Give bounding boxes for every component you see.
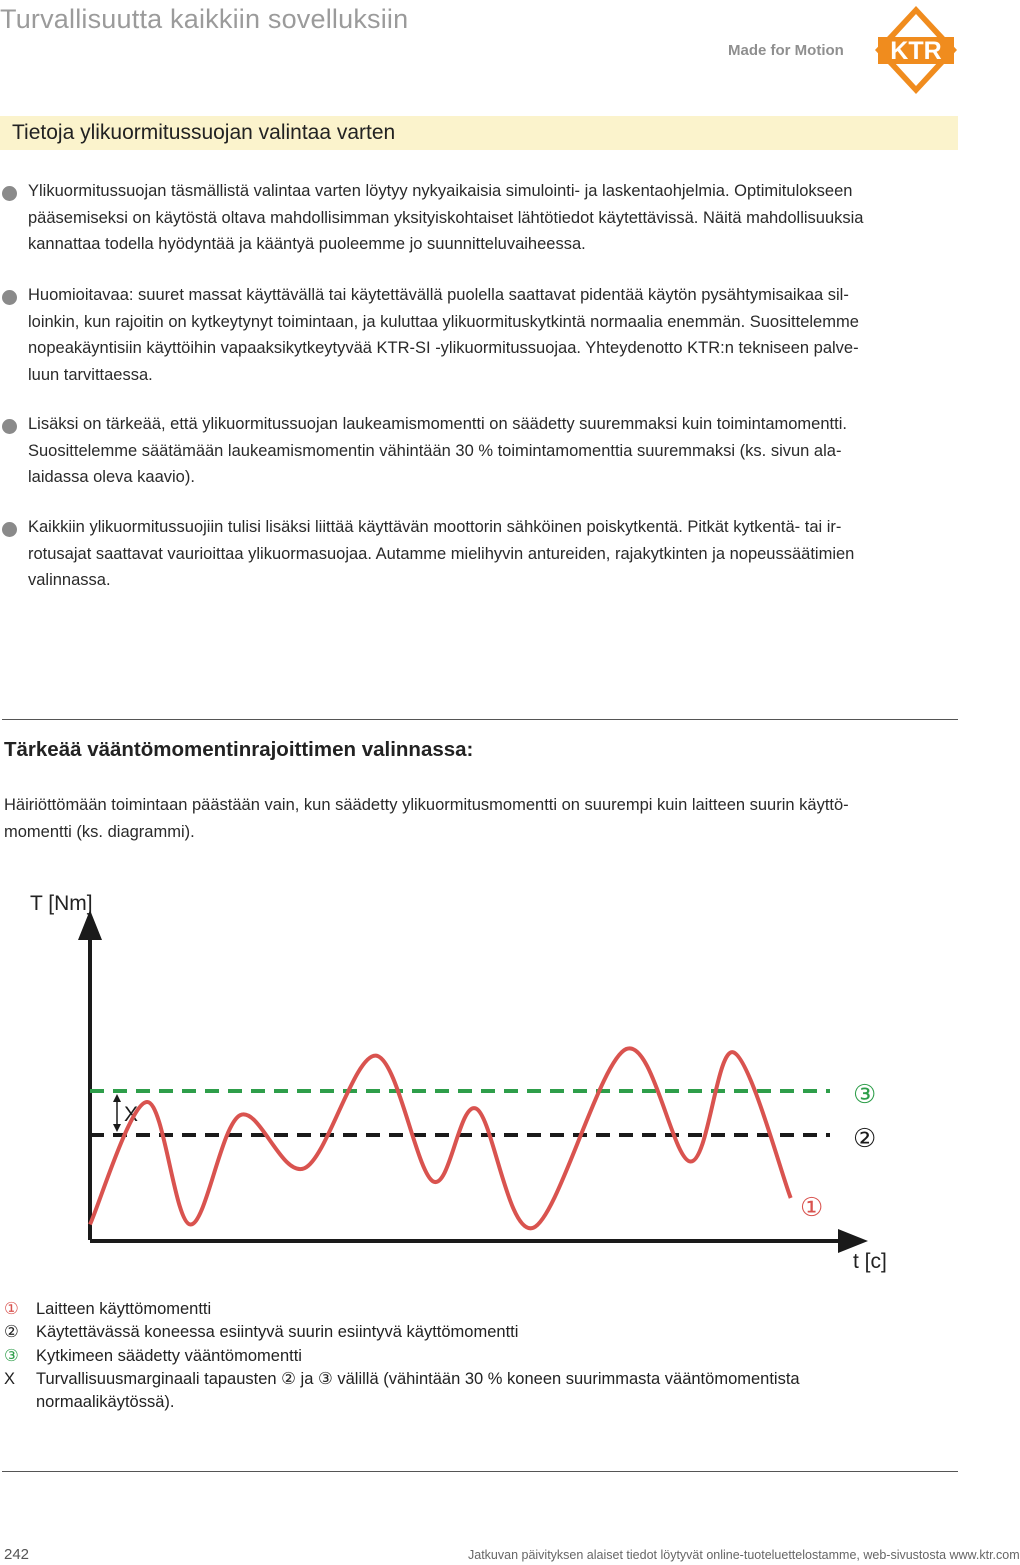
legend-text: Turvallisuusmarginaali tapausten ② ja ③ välillä (vähintään 30 % koneen suurimmasta vääntömomentista <box>36 1370 800 1388</box>
legend-key: X <box>4 1370 16 1388</box>
legend-key: ① <box>4 1300 19 1318</box>
divider <box>2 1471 958 1472</box>
marker-1: ① <box>800 1193 824 1223</box>
marker-3: ③ <box>853 1080 877 1110</box>
bullet-dot <box>2 419 17 434</box>
brand-tagline: Made for Motion <box>728 42 844 59</box>
legend-text: Käytettävässä koneessa esiintyvä suurin esiintyvä käyttömomentti <box>36 1323 519 1341</box>
section-heading: Tärkeää vääntömomentinrajoittimen valinnassa: <box>4 738 474 761</box>
bullet-paragraph-4: Kaikkiin ylikuormitussuojiin tulisi lisäksi liittää käyttävän moottorin sähköinen poiskytkentä. Pitkät kytkentä- tai ir- rotusajat saattavat vaurioittaa ylikuormasuojaa. Autamme mielihyvin antureiden, rajakytkinten ja nopeussäätimien valinnassa. <box>28 518 855 589</box>
section-title: Tietoja ylikuormitussuojan valintaa varten <box>12 121 396 144</box>
bullet-dot <box>2 186 17 201</box>
marker-2: ② <box>853 1124 877 1154</box>
ktr-logo <box>873 4 959 96</box>
logo-text: KTR <box>890 37 942 65</box>
bullet-paragraph-2: Huomioitavaa: suuret massat käyttävällä tai käytettävällä puolella saattavat pidentää käytön pysähtymisaikaa sil- loinkin, kun rajoitin on kytkeytynyt toimintaan, ja kuluttaa ylikuormituskytkintä normaalia enemmän. Suosittelemme nopeakäyntisiin käyttöihin vapaaksikytkeytyvää KTR-SI -ylikuormitussuojaa. Yhteydenotto KTR:n tekniseen palve- luun tarvittaessa. <box>28 286 859 384</box>
bullet-paragraph-3: Lisäksi on tärkeää, että ylikuormitussuojan laukeamismomentti on säädetty suuremmaksi kuin toimintamomentti. Suosittelemme säätämään laukeamismomentin vähintään 30 % toimintamomenttia suuremmaksi (ks. sivun ala- laidassa oleva kaavio). <box>28 415 847 486</box>
bullet-dot <box>2 522 17 537</box>
margin-arrow-head-down <box>113 1124 121 1132</box>
legend-text: Laitteen käyttömomentti <box>36 1300 212 1318</box>
x-axis-arrow <box>838 1229 868 1253</box>
section-paragraph: Häiriöttömään toimintaan päästään vain, kun säädetty ylikuormitusmomentti on suurempi kuin laitteen suurin käyttö- momentti (ks. diagrammi). <box>4 796 849 841</box>
legend-key: ③ <box>4 1347 19 1365</box>
operating-torque-curve <box>90 1048 791 1228</box>
legend-key: ② <box>4 1323 19 1341</box>
margin-arrow-head-up <box>113 1094 121 1102</box>
legend-text: normaalikäytössä). <box>36 1393 175 1411</box>
bullet-dot <box>2 290 17 305</box>
torque-diagram <box>0 880 960 1260</box>
y-axis-arrow <box>78 910 102 940</box>
bullet-paragraph-1: Ylikuormitussuojan täsmällistä valintaa varten löytyy nykyaikaisia simulointi- ja laskentaohjelmia. Optimitulokseen pääsemiseksi on käytöstä oltava mahdollisimman yksityiskohtaiset lähtötiedot käytettävissä. Näitä mahdollisuuksia kannattaa todella hyödyntää ja kääntyä puoleemme jo suunnitteluvaiheessa. <box>28 182 864 253</box>
page-header-title: Turvallisuutta kaikkiin sovelluksiin <box>0 4 409 34</box>
footer-note: Jatkuvan päivityksen alaiset tiedot löytyvät online-tuoteluettelostamme, web-sivustosta www.ktr.com <box>468 1548 1020 1562</box>
y-axis-label: T [Nm] <box>30 892 93 915</box>
page-number: 242 <box>4 1546 30 1563</box>
margin-label: X <box>124 1103 139 1126</box>
divider <box>2 719 958 720</box>
x-axis-label: t [c] <box>853 1250 887 1273</box>
legend-text: Kytkimeen säädetty vääntömomentti <box>36 1347 302 1365</box>
